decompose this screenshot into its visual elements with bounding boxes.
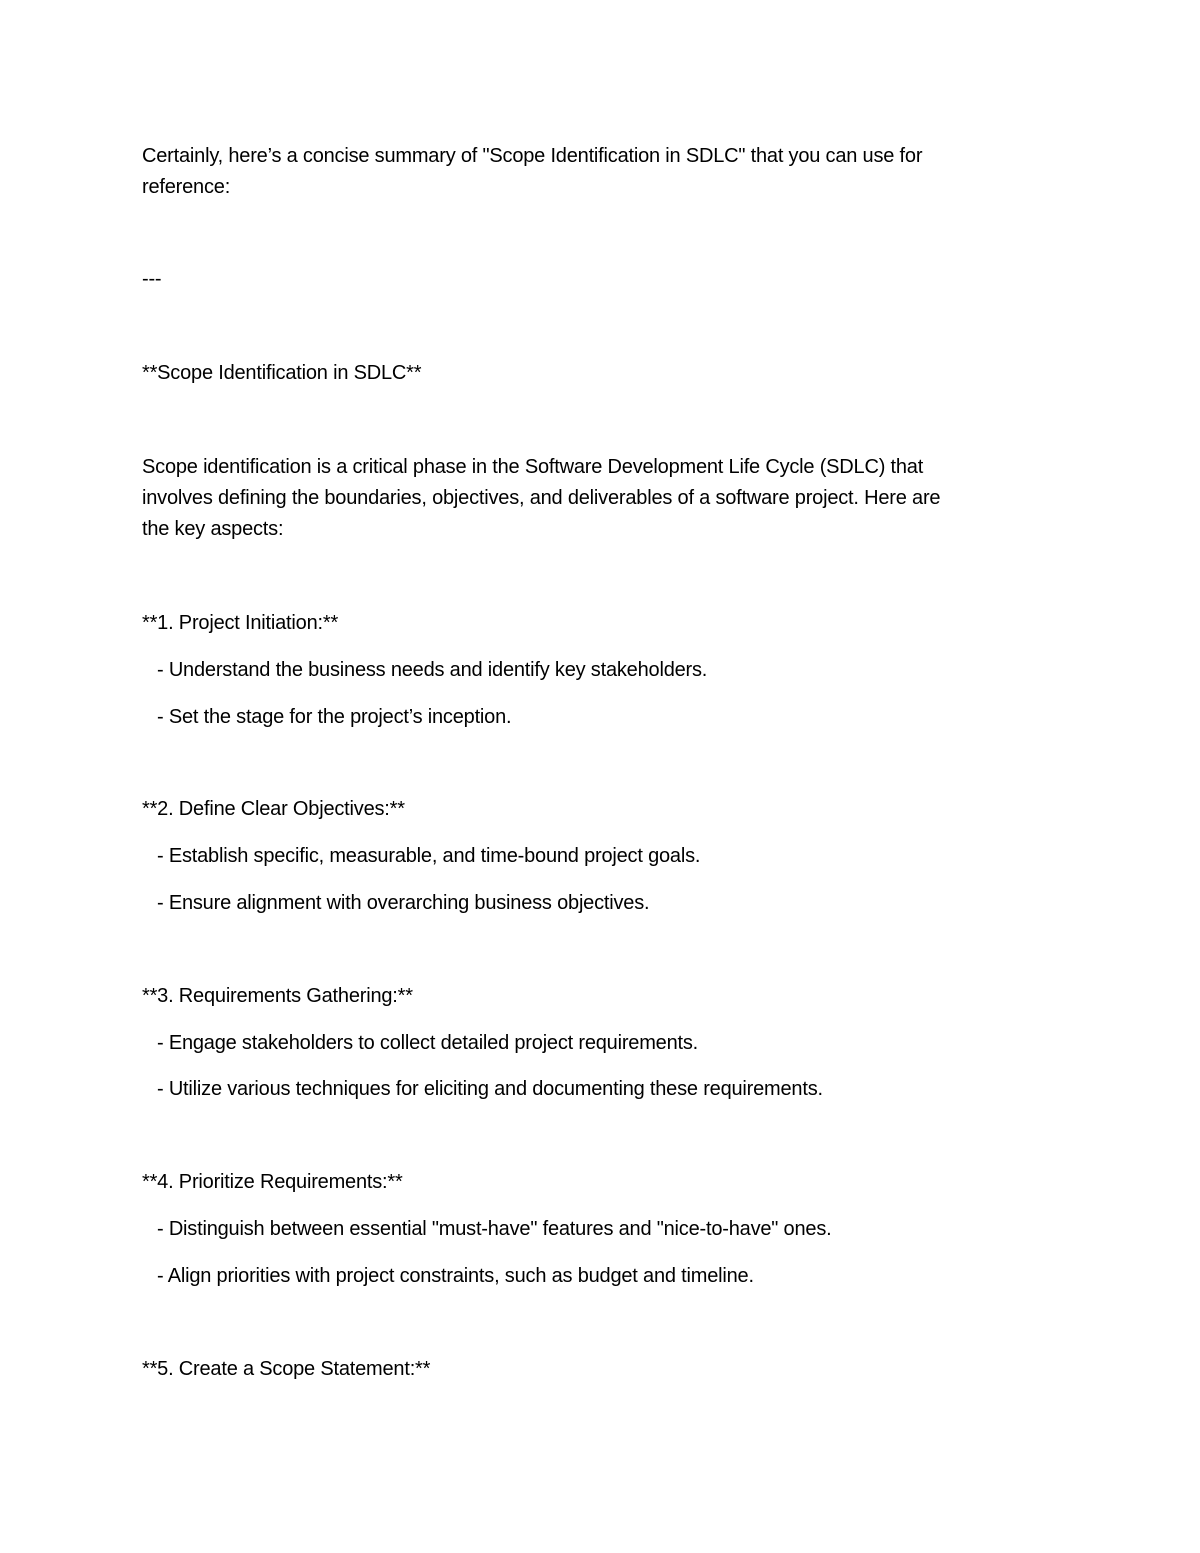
section-title-requirements-gathering: **3. Requirements Gathering:** [142,985,413,1007]
section-title-project-initiation: **1. Project Initiation:** [142,612,339,634]
bullet-item: - Ensure alignment with overarching business objectives. [157,892,650,914]
bullet-item: - Establish specific, measurable, and time-bound project goals. [157,845,701,867]
bullet-item: - Align priorities with project constraints, such as budget and timeline. [157,1265,754,1287]
paragraph-line: Scope identification is a critical phase in the Software Development Life Cycle (SDLC) that [142,456,924,478]
bullet-item: - Engage stakeholders to collect detailed project requirements. [157,1032,699,1054]
bullet-item: - Utilize various techniques for eliciting and documenting these requirements. [157,1078,823,1100]
section-title-scope-statement: **5. Create a Scope Statement:** [142,1358,431,1380]
section-title-define-objectives: **2. Define Clear Objectives:** [142,798,405,820]
paragraph-line: involves defining the boundaries, objectives, and deliverables of a software project. Here are [142,487,941,509]
document-heading: **Scope Identification in SDLC** [142,362,422,384]
paragraph-line: the key aspects: [142,518,284,540]
bullet-item: - Set the stage for the project’s inception. [157,706,512,728]
bullet-item: - Distinguish between essential "must-have" features and "nice-to-have" ones. [157,1218,832,1240]
bullet-item: - Understand the business needs and identify key stakeholders. [157,659,708,681]
separator: --- [142,268,162,290]
intro-line: reference: [142,176,231,198]
section-title-prioritize-requirements: **4. Prioritize Requirements:** [142,1171,403,1193]
intro-line: Certainly, here’s a concise summary of "Scope Identification in SDLC" that you can use for [142,145,923,167]
